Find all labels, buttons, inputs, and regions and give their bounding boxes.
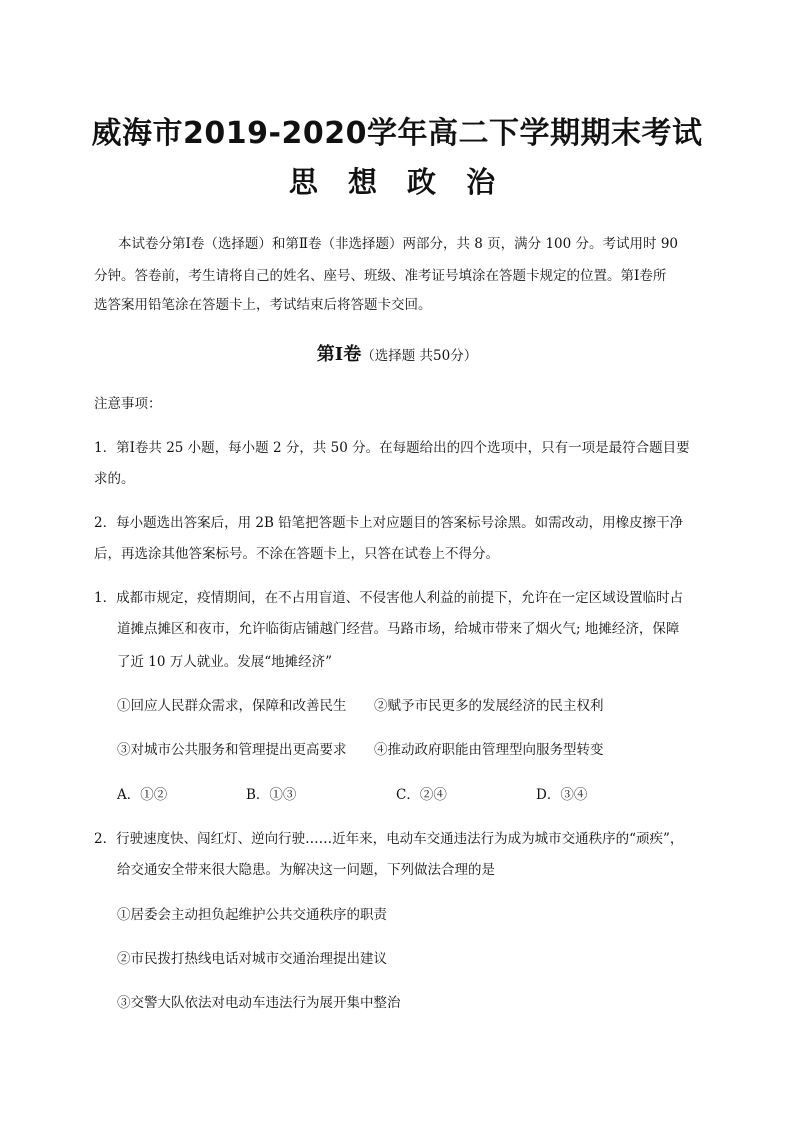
exam-title: 威海市2019-2020学年高二下学期期末考试 [91,116,703,151]
intro-line-2: 分钟。答卷前，考生请将自己的姓名、座号、班级、准考证号填涂在答题卡规定的位置。第Ⅰ卷所 [94,268,667,284]
question-1-line-1: 1．成都市规定，疫情期间，在不占用盲道、不侵害他人利益的前提下，允许在一定区域设置临时占 [94,590,684,606]
intro-line-3: 选答案用铅笔涂在答题卡上，考试结束后将答题卡交回。 [94,297,432,313]
question-2-statement-1: ①居委会主动担负起维护公共交通秩序的职责 [117,907,387,923]
question-1-choice-b: B．①③ [246,787,297,803]
question-2-line-2: 给交通安全带来很大隐患。为解决这一问题，下列做法合理的是 [117,862,495,878]
notes-heading: 注意事项： [94,396,162,412]
section-header [0,340,794,366]
question-2-statement-3: ③交警大队依法对电动车违法行为展开集中整治 [117,995,401,1011]
question-1-statement-4: ④推动政府职能由管理型向服务型转变 [374,742,604,758]
section-title: 第Ⅰ卷 [316,344,362,365]
question-1-statement-1: ①回应人民群众需求，保障和改善民生 [117,698,347,714]
question-1-choice-a: A．①② [117,787,168,803]
question-1-line-2: 道摊点摊区和夜市，允许临街店铺越门经营。马路市场，给城市带来了烟火气; 地摊经济，保障 [117,621,680,637]
question-1-line-3: 了近 10 万人就业。发展“地摊经济” [117,654,333,670]
section-subtitle: （选择题 共50分） [361,348,478,364]
note-1-line-1: 1．第Ⅰ卷共 25 小题，每小题 2 分，共 50 分。在每题给出的四个选项中，只有一项是最符合题目要 [94,440,690,456]
intro-line-1: 本试卷分第Ⅰ卷（选择题）和第Ⅱ卷（非选择题）两部分，共 8 页，满分 100 分。考试用时 90 [118,236,678,252]
note-1-line-2: 求的。 [94,471,135,487]
subject-title: 思 想 政 治 [288,165,506,199]
question-1-choice-c: C．②④ [396,787,447,803]
question-2-line-1: 2．行驶速度快、闯红灯、逆向行驶……近年来，电动车交通违法行为成为城市交通秩序的“顽疾”， [94,831,684,847]
note-2-line-2: 后，再选涂其他答案标号。不涂在答题卡上，只答在试卷上不得分。 [94,546,499,562]
question-1-choice-d: D．③④ [536,787,588,803]
note-2-line-1: 2．每小题选出答案后，用 2B 铅笔把答题卡上对应题目的答案标号涂黑。如需改动，用橡皮擦干净 [94,515,684,531]
question-1-statement-2: ②赋予市民更多的发展经济的民主权利 [374,698,604,714]
question-2-statement-2: ②市民拨打热线电话对城市交通治理提出建议 [117,951,387,967]
question-1-statement-3: ③对城市公共服务和管理提出更高要求 [117,742,347,758]
